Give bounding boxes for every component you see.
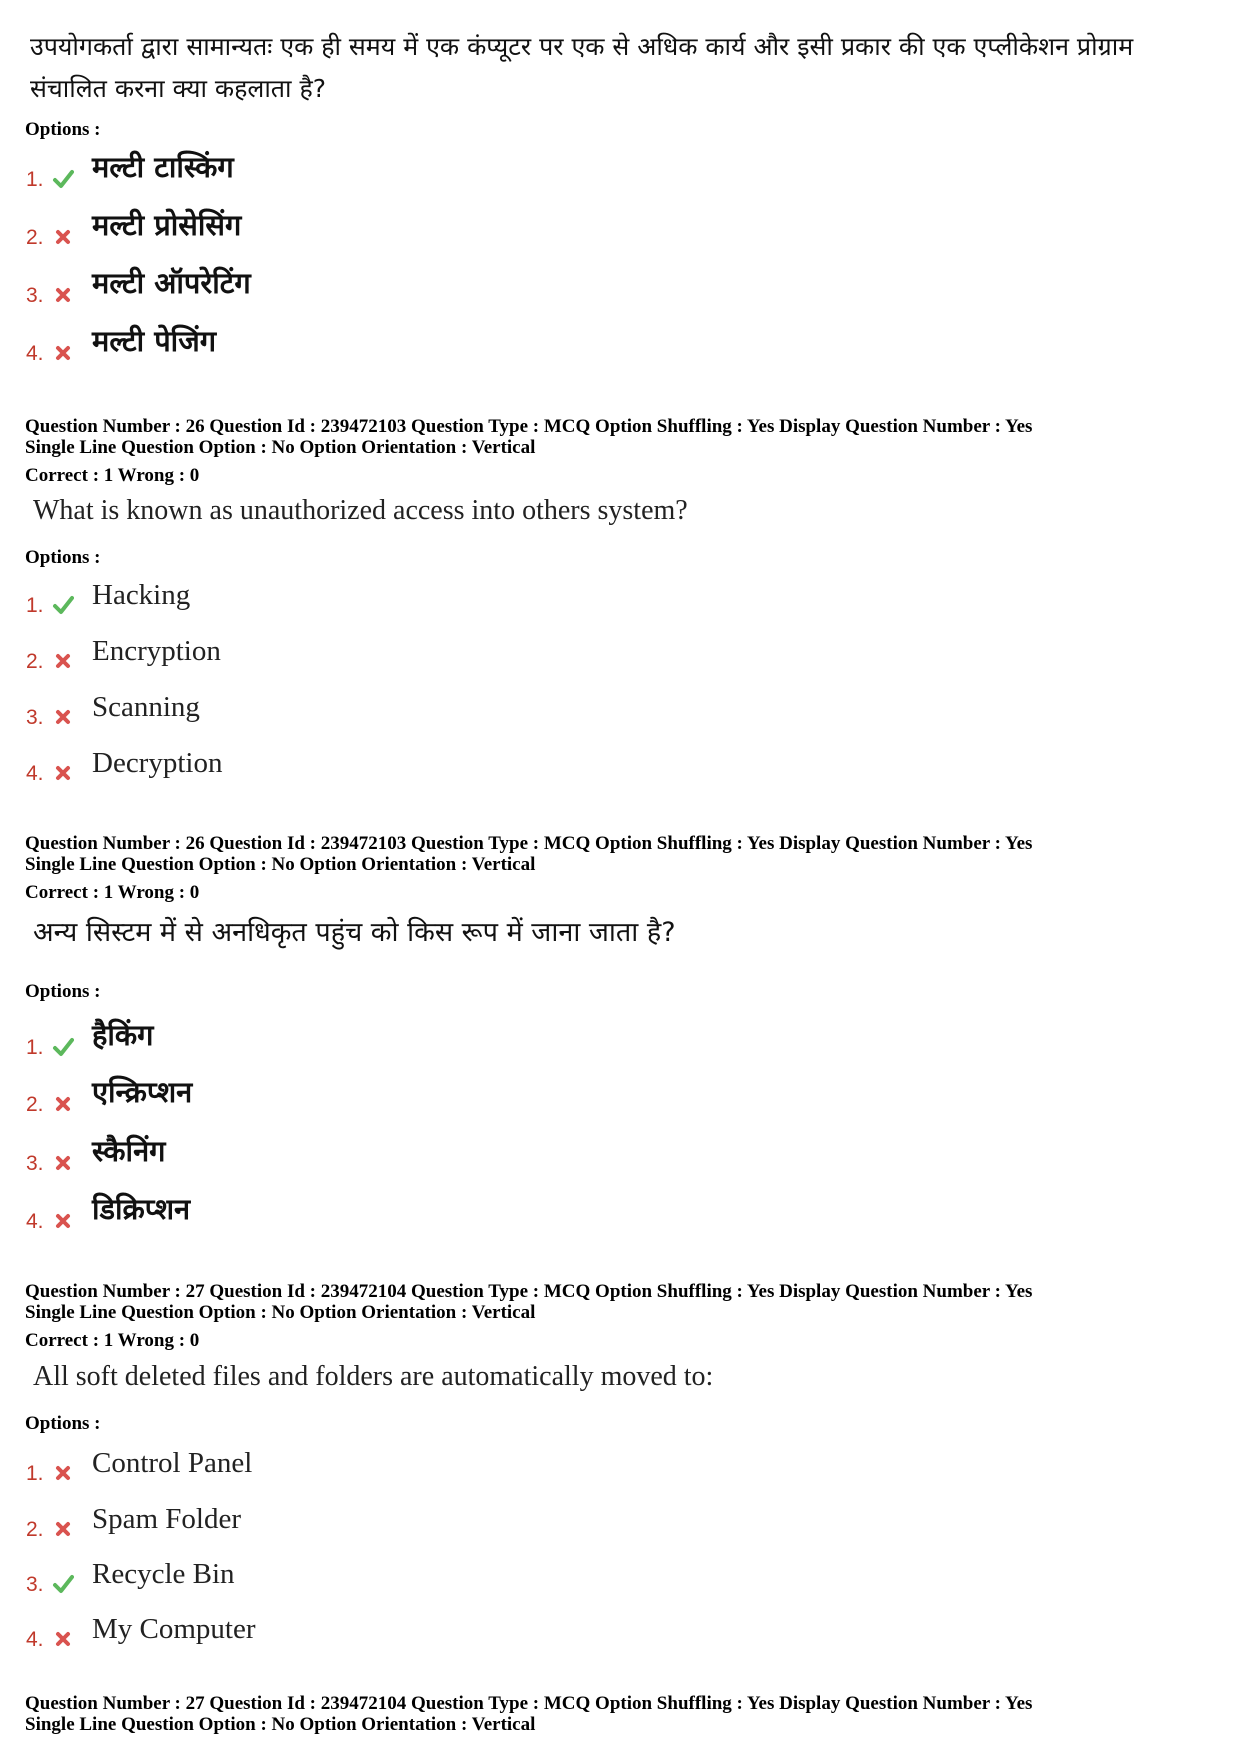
option-row (26, 1077, 726, 1117)
question-meta: Question Number : 26 Question Id : 239472103 Question Type : MCQ Option Shuffling : Yes Display Question Number : Yes (25, 833, 1033, 854)
cross-icon (52, 1518, 74, 1540)
option-number: 1. (26, 594, 44, 617)
options-label: Options : (25, 547, 101, 568)
question-meta: Question Number : 26 Question Id : 239472103 Question Type : MCQ Option Shuffling : Yes Display Question Number : Yes (25, 416, 1033, 437)
cross-icon (52, 342, 74, 364)
question-text: अन्य सिस्टम में से अनधिकृत पहुंच को किस रूप में जाना जाता है? (33, 917, 676, 948)
cross-icon (52, 1152, 74, 1174)
option-number: 3. (26, 1573, 44, 1596)
option-number: 4. (26, 1210, 44, 1233)
options-label: Options : (25, 1413, 101, 1434)
check-icon (52, 1573, 74, 1595)
option-row (26, 268, 726, 308)
option-text: एन्क्रिप्शन (92, 1075, 193, 1109)
option-number: 2. (26, 226, 44, 249)
option-text: मल्टी पेजिंग (92, 324, 217, 358)
question-marks: Correct : 1 Wrong : 0 (25, 465, 200, 486)
question-marks: Correct : 1 Wrong : 0 (25, 882, 200, 903)
option-number: 1. (26, 1036, 44, 1059)
question-meta: Question Number : 27 Question Id : 239472104 Question Type : MCQ Option Shuffling : Yes Display Question Number : Yes (25, 1693, 1033, 1714)
cross-icon (52, 1628, 74, 1650)
question-meta: Question Number : 27 Question Id : 239472104 Question Type : MCQ Option Shuffling : Yes Display Question Number : Yes (25, 1281, 1033, 1302)
cross-icon (52, 1210, 74, 1232)
question-meta: Single Line Question Option : No Option Orientation : Vertical (25, 1302, 536, 1323)
question-meta: Single Line Question Option : No Option Orientation : Vertical (25, 1714, 536, 1735)
check-icon (52, 594, 74, 616)
cross-icon (52, 650, 74, 672)
option-number: 2. (26, 1518, 44, 1541)
option-number: 1. (26, 1462, 44, 1485)
option-row (26, 1502, 726, 1542)
cross-icon (52, 1093, 74, 1115)
option-number: 4. (26, 342, 44, 365)
cross-icon (52, 762, 74, 784)
cross-icon (52, 226, 74, 248)
option-text: मल्टी टास्किंग (92, 150, 234, 184)
option-row (26, 152, 726, 192)
option-row (26, 634, 726, 674)
question-marks: Correct : 1 Wrong : 0 (25, 1330, 200, 1351)
option-text: डिक्रिप्शन (92, 1192, 191, 1226)
question-text: उपयोगकर्ता द्वारा सामान्यतः एक ही समय में एक कंप्यूटर पर एक से अधिक कार्य और इसी प्रकार की एक एप्लीकेशन प्रोग्राम संचालित करना क्या कहलाता है? (30, 32, 1134, 103)
option-text: Spam Folder (92, 1503, 242, 1535)
option-number: 2. (26, 1093, 44, 1116)
option-row (26, 210, 726, 250)
option-text: My Computer (92, 1613, 256, 1645)
option-text: हैकिंग (92, 1018, 154, 1052)
option-number: 3. (26, 1152, 44, 1175)
option-number: 3. (26, 706, 44, 729)
option-text: Recycle Bin (92, 1558, 235, 1590)
option-text: Control Panel (92, 1447, 253, 1479)
option-text: स्कैनिंग (92, 1134, 166, 1168)
option-text: Decryption (92, 747, 223, 779)
option-text: Hacking (92, 579, 191, 611)
option-text: Scanning (92, 691, 200, 723)
check-icon (52, 1036, 74, 1058)
option-row (26, 578, 726, 618)
option-number: 1. (26, 168, 44, 191)
option-row (26, 1194, 726, 1234)
option-row (26, 1557, 726, 1597)
option-number: 4. (26, 762, 44, 785)
question-text: All soft deleted files and folders are automatically moved to: (33, 1361, 714, 1392)
options-label: Options : (25, 119, 101, 140)
option-row (26, 690, 726, 730)
question-text: What is known as unauthorized access into others system? (33, 495, 688, 526)
option-row (26, 326, 726, 366)
option-number: 4. (26, 1628, 44, 1651)
option-row (26, 1020, 726, 1060)
option-row (26, 1446, 726, 1486)
question-meta: Single Line Question Option : No Option Orientation : Vertical (25, 854, 536, 875)
option-row (26, 1136, 726, 1176)
option-row (26, 746, 726, 786)
option-row (26, 1612, 726, 1652)
question-meta: Single Line Question Option : No Option Orientation : Vertical (25, 437, 536, 458)
option-number: 2. (26, 650, 44, 673)
cross-icon (52, 706, 74, 728)
option-text: Encryption (92, 635, 221, 667)
check-icon (52, 168, 74, 190)
cross-icon (52, 284, 74, 306)
options-label: Options : (25, 981, 101, 1002)
cross-icon (52, 1462, 74, 1484)
option-number: 3. (26, 284, 44, 307)
option-text: मल्टी ऑपरेटिंग (92, 266, 251, 300)
option-text: मल्टी प्रोसेसिंग (92, 208, 242, 242)
